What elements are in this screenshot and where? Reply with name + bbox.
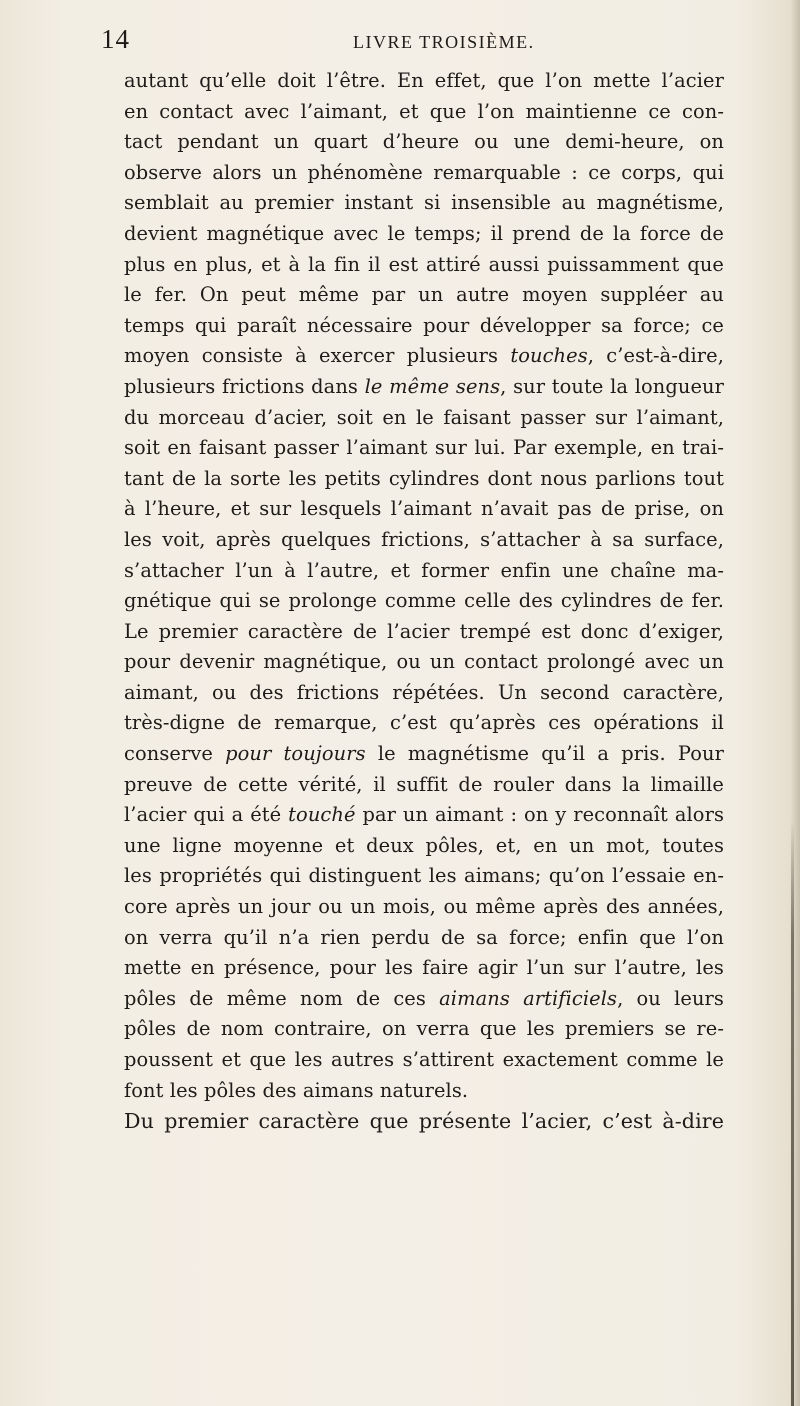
line-text: le magnétisme qu’il a pris. Pour [365, 742, 724, 766]
text-line [124, 586, 724, 617]
text-line [124, 1076, 724, 1107]
line-text: à l’heure, et sur lesquels l’aimant n’avait pas de prise, on [124, 497, 724, 521]
line-text: par un aimant : on y reconnaît alors [355, 803, 724, 827]
running-head: LIVRE TROISIÈME. [353, 32, 535, 52]
text-line [124, 617, 724, 648]
line-text: , c’est-à-dire, [587, 344, 724, 368]
italic-term: le même sens [364, 374, 501, 398]
line-text: le fer. On peut même par un autre moyen suppléer au [124, 283, 724, 307]
line-text: moyen consiste à exercer plusieurs [124, 344, 511, 368]
line-text: conserve [124, 742, 226, 766]
body-text [124, 66, 724, 1137]
text-line [124, 158, 724, 189]
line-text: mette en présence, pour les faire agir l’un sur l’autre, les [124, 956, 724, 980]
text-line [124, 861, 724, 892]
text-line [124, 464, 724, 495]
text-line [124, 831, 724, 862]
text-line [124, 127, 724, 158]
line-text: pôles de même nom de ces [124, 986, 440, 1010]
line-text: devient magnétique avec le temps; il prend de la force de [124, 221, 724, 245]
italic-term: pour toujours [225, 742, 366, 766]
line-text: Le premier caractère de l’acier trempé est donc d’exiger, [124, 619, 724, 643]
text-line [124, 923, 724, 954]
text-line [124, 433, 724, 464]
line-text: on verra qu’il n’a rien perdu de sa force; enfin que l’on [124, 925, 724, 949]
line-text: autant qu’elle doit l’être. En effet, que l’on mette l’acier [124, 69, 724, 92]
text-line [124, 678, 724, 709]
line-text: tact pendant un quart d’heure ou une demi-heure, on [124, 130, 724, 154]
italic-term: aimans artificiels [439, 986, 618, 1010]
text-line [124, 250, 724, 281]
line-text: plusieurs frictions dans [124, 374, 365, 398]
text-line [124, 556, 724, 587]
line-text: les voit, après quelques frictions, s’attacher à sa surface, [124, 527, 724, 551]
text-line [124, 311, 724, 342]
text-line [124, 525, 724, 556]
text-line [124, 494, 724, 525]
page-header [101, 20, 721, 60]
text-line [124, 188, 724, 219]
line-text: gnétique qui se prolonge comme celle des cylindres de fer. [124, 589, 724, 613]
line-text: plus en plus, et à la fin il est attiré aussi puissamment que [124, 252, 724, 276]
line-text: les propriétés qui distinguent les aimans; qu’on l’essaie en- [124, 864, 724, 888]
italic-term: touché [288, 803, 356, 827]
line-text: pôles de nom contraire, on verra que les premiers se re- [124, 1017, 724, 1041]
line-text: , sur toute la longueur [500, 374, 725, 398]
text-line [124, 770, 724, 801]
text-line [124, 219, 724, 250]
line-text: l’acier qui a été [124, 803, 289, 827]
line-text: tant de la sorte les petits cylindres dont nous parlions tout [124, 466, 724, 490]
text-line [124, 800, 724, 831]
line-text: semblait au premier instant si insensible au magnétisme, [124, 191, 724, 215]
line-text: une ligne moyenne et deux pôles, et, en un mot, toutes [124, 833, 724, 857]
line-text: très-digne de remarque, c’est qu’après ces opérations il [124, 711, 724, 735]
line-text: s’attacher l’un à l’autre, et former enfin une chaîne ma- [124, 558, 724, 582]
text-line [124, 372, 724, 403]
line-text: temps qui paraît nécessaire pour développer sa force; ce [124, 313, 724, 337]
line-text: Du premier caractère que présente l’acier, c’est à-dire [124, 1109, 724, 1134]
text-line [124, 66, 724, 97]
line-text: font les pôles des aimans naturels. [124, 1078, 469, 1102]
text-line [124, 647, 724, 678]
text-line [124, 892, 724, 923]
text-line [124, 341, 724, 372]
line-text: aimant, ou des frictions répétées. Un second caractère, [124, 680, 724, 704]
text-line [124, 953, 724, 984]
line-text: en contact avec l’aimant, et que l’on maintienne ce con- [124, 99, 724, 123]
line-text: soit en faisant passer l’aimant sur lui. Par exemple, en trai- [124, 436, 724, 460]
line-text: core après un jour ou un mois, ou même après des années, [124, 895, 724, 919]
italic-term: touches [510, 344, 588, 368]
text-line [124, 984, 724, 1015]
text-line [124, 739, 724, 770]
page-number: 14 [101, 24, 130, 54]
text-line [124, 97, 724, 128]
line-text: pour devenir magnétique, ou un contact prolongé avec un [124, 650, 724, 674]
text-line [124, 1045, 724, 1076]
line-text: preuve de cette vérité, il suffit de rouler dans la limaille [124, 772, 724, 796]
text-line [124, 1014, 724, 1045]
text-line [124, 403, 724, 434]
section-heading-line [124, 1106, 724, 1137]
line-text: , ou leurs [617, 986, 724, 1010]
text-line [124, 280, 724, 311]
page-binding-edge [791, 820, 794, 1406]
text-line [124, 708, 724, 739]
line-text: observe alors un phénomène remarquable : ce corps, qui [124, 160, 724, 184]
line-text: du morceau d’acier, soit en le faisant passer sur l’aimant, [124, 405, 724, 429]
line-text: poussent et que les autres s’attirent exactement comme le [124, 1048, 724, 1071]
